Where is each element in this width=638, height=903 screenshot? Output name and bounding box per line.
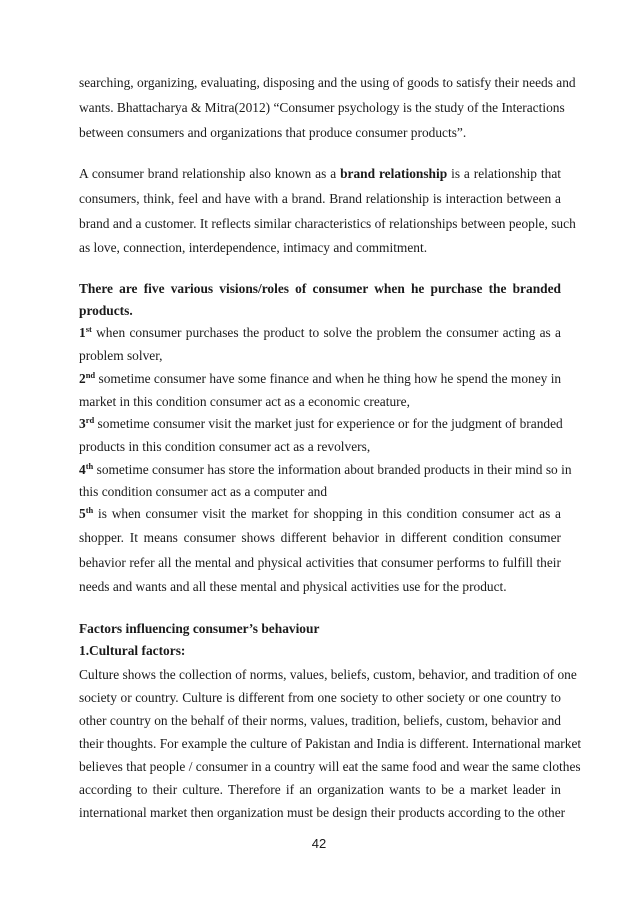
list-item-continuation: problem solver, xyxy=(79,348,163,363)
section-heading: Factors influencing consumer’s behaviour xyxy=(79,621,320,636)
item-text: when consumer purchases the product to solve the problem the consumer acting as a xyxy=(91,325,561,340)
text-run: A consumer brand relationship also known as a xyxy=(79,166,341,181)
item-text: is when consumer visit the market for shopping in this condition consumer act as a xyxy=(93,506,561,521)
list-item-continuation: this condition consumer act as a computer and xyxy=(79,484,328,499)
item-ordinal-suffix: nd xyxy=(85,370,96,380)
paragraph-line: according to their culture. Therefore if an organization wants to be a market leader in xyxy=(79,782,561,797)
paragraph-line: wants. Bhattacharya & Mitra(2012) “Consumer psychology is the study of the Interactions xyxy=(79,100,565,115)
list-item xyxy=(79,504,561,524)
list-item-continuation: needs and wants and all these mental and physical activities use for the product. xyxy=(79,579,507,594)
item-number: 4 xyxy=(79,462,86,477)
list-item-continuation: market in this condition consumer act as a economic creature, xyxy=(79,394,410,409)
list-item xyxy=(79,369,561,389)
paragraph-line: their thoughts. For example the culture of Pakistan and India is different. International market xyxy=(79,736,582,751)
paragraph-line: society or country. Culture is different from one society to other society or one country to xyxy=(79,690,561,705)
subsection-heading: 1.Cultural factors: xyxy=(79,643,186,658)
paragraph-line: other country on the behalf of their norms, values, tradition, beliefs, custom, behavior and xyxy=(79,713,561,728)
item-ordinal-suffix: rd xyxy=(85,415,95,425)
list-item-continuation: products in this condition consumer act as a revolvers, xyxy=(79,439,371,454)
paragraph-line: as love, connection, interdependence, intimacy and commitment. xyxy=(79,240,428,255)
item-ordinal-suffix: th xyxy=(85,461,94,471)
list-item-continuation: shopper. It means consumer shows different behavior in different condition consumer xyxy=(79,530,561,545)
item-text: sometime consumer have some finance and when he thing how he spend the money in xyxy=(95,371,562,386)
item-number: 2 xyxy=(79,371,86,386)
item-text: sometime consumer visit the market just for experience or for the judgment of branded xyxy=(94,416,563,431)
item-ordinal-suffix: st xyxy=(85,324,92,334)
item-number: 5 xyxy=(79,506,86,521)
paragraph-line: international market then organization must be design their products according to the other xyxy=(79,805,566,820)
paragraph-line: consumers, think, feel and have with a brand. Brand relationship is interaction between a xyxy=(79,191,561,206)
list-item-continuation: behavior refer all the mental and physical activities that consumer performs to fulfill their xyxy=(79,555,561,570)
bold-term: brand relationship xyxy=(340,166,448,181)
section-heading: There are five various visions/roles of consumer when he purchase the branded xyxy=(79,281,561,296)
list-item xyxy=(79,460,572,480)
page-number: 42 xyxy=(311,836,327,851)
list-item xyxy=(79,414,561,434)
item-number: 3 xyxy=(79,416,86,431)
paragraph-line: believes that people / consumer in a country will eat the same food and wear the same clothes xyxy=(79,759,581,774)
paragraph-line: between consumers and organizations that produce consumer products”. xyxy=(79,125,467,140)
text-run: is a relationship that xyxy=(447,166,561,181)
item-text: sometime consumer has store the information about branded products in their mind so in xyxy=(93,462,572,477)
paragraph-line: Culture shows the collection of norms, values, beliefs, custom, behavior, and tradition of one xyxy=(79,667,577,682)
section-heading: products. xyxy=(79,303,133,318)
list-item xyxy=(79,323,561,343)
paragraph-line: searching, organizing, evaluating, disposing and the using of goods to satisfy their needs and xyxy=(79,75,576,90)
paragraph-line: brand and a customer. It reflects similar characteristics of relationships between people, such xyxy=(79,216,576,231)
paragraph-line xyxy=(79,164,561,184)
item-ordinal-suffix: th xyxy=(85,505,94,515)
item-number: 1 xyxy=(79,325,86,340)
